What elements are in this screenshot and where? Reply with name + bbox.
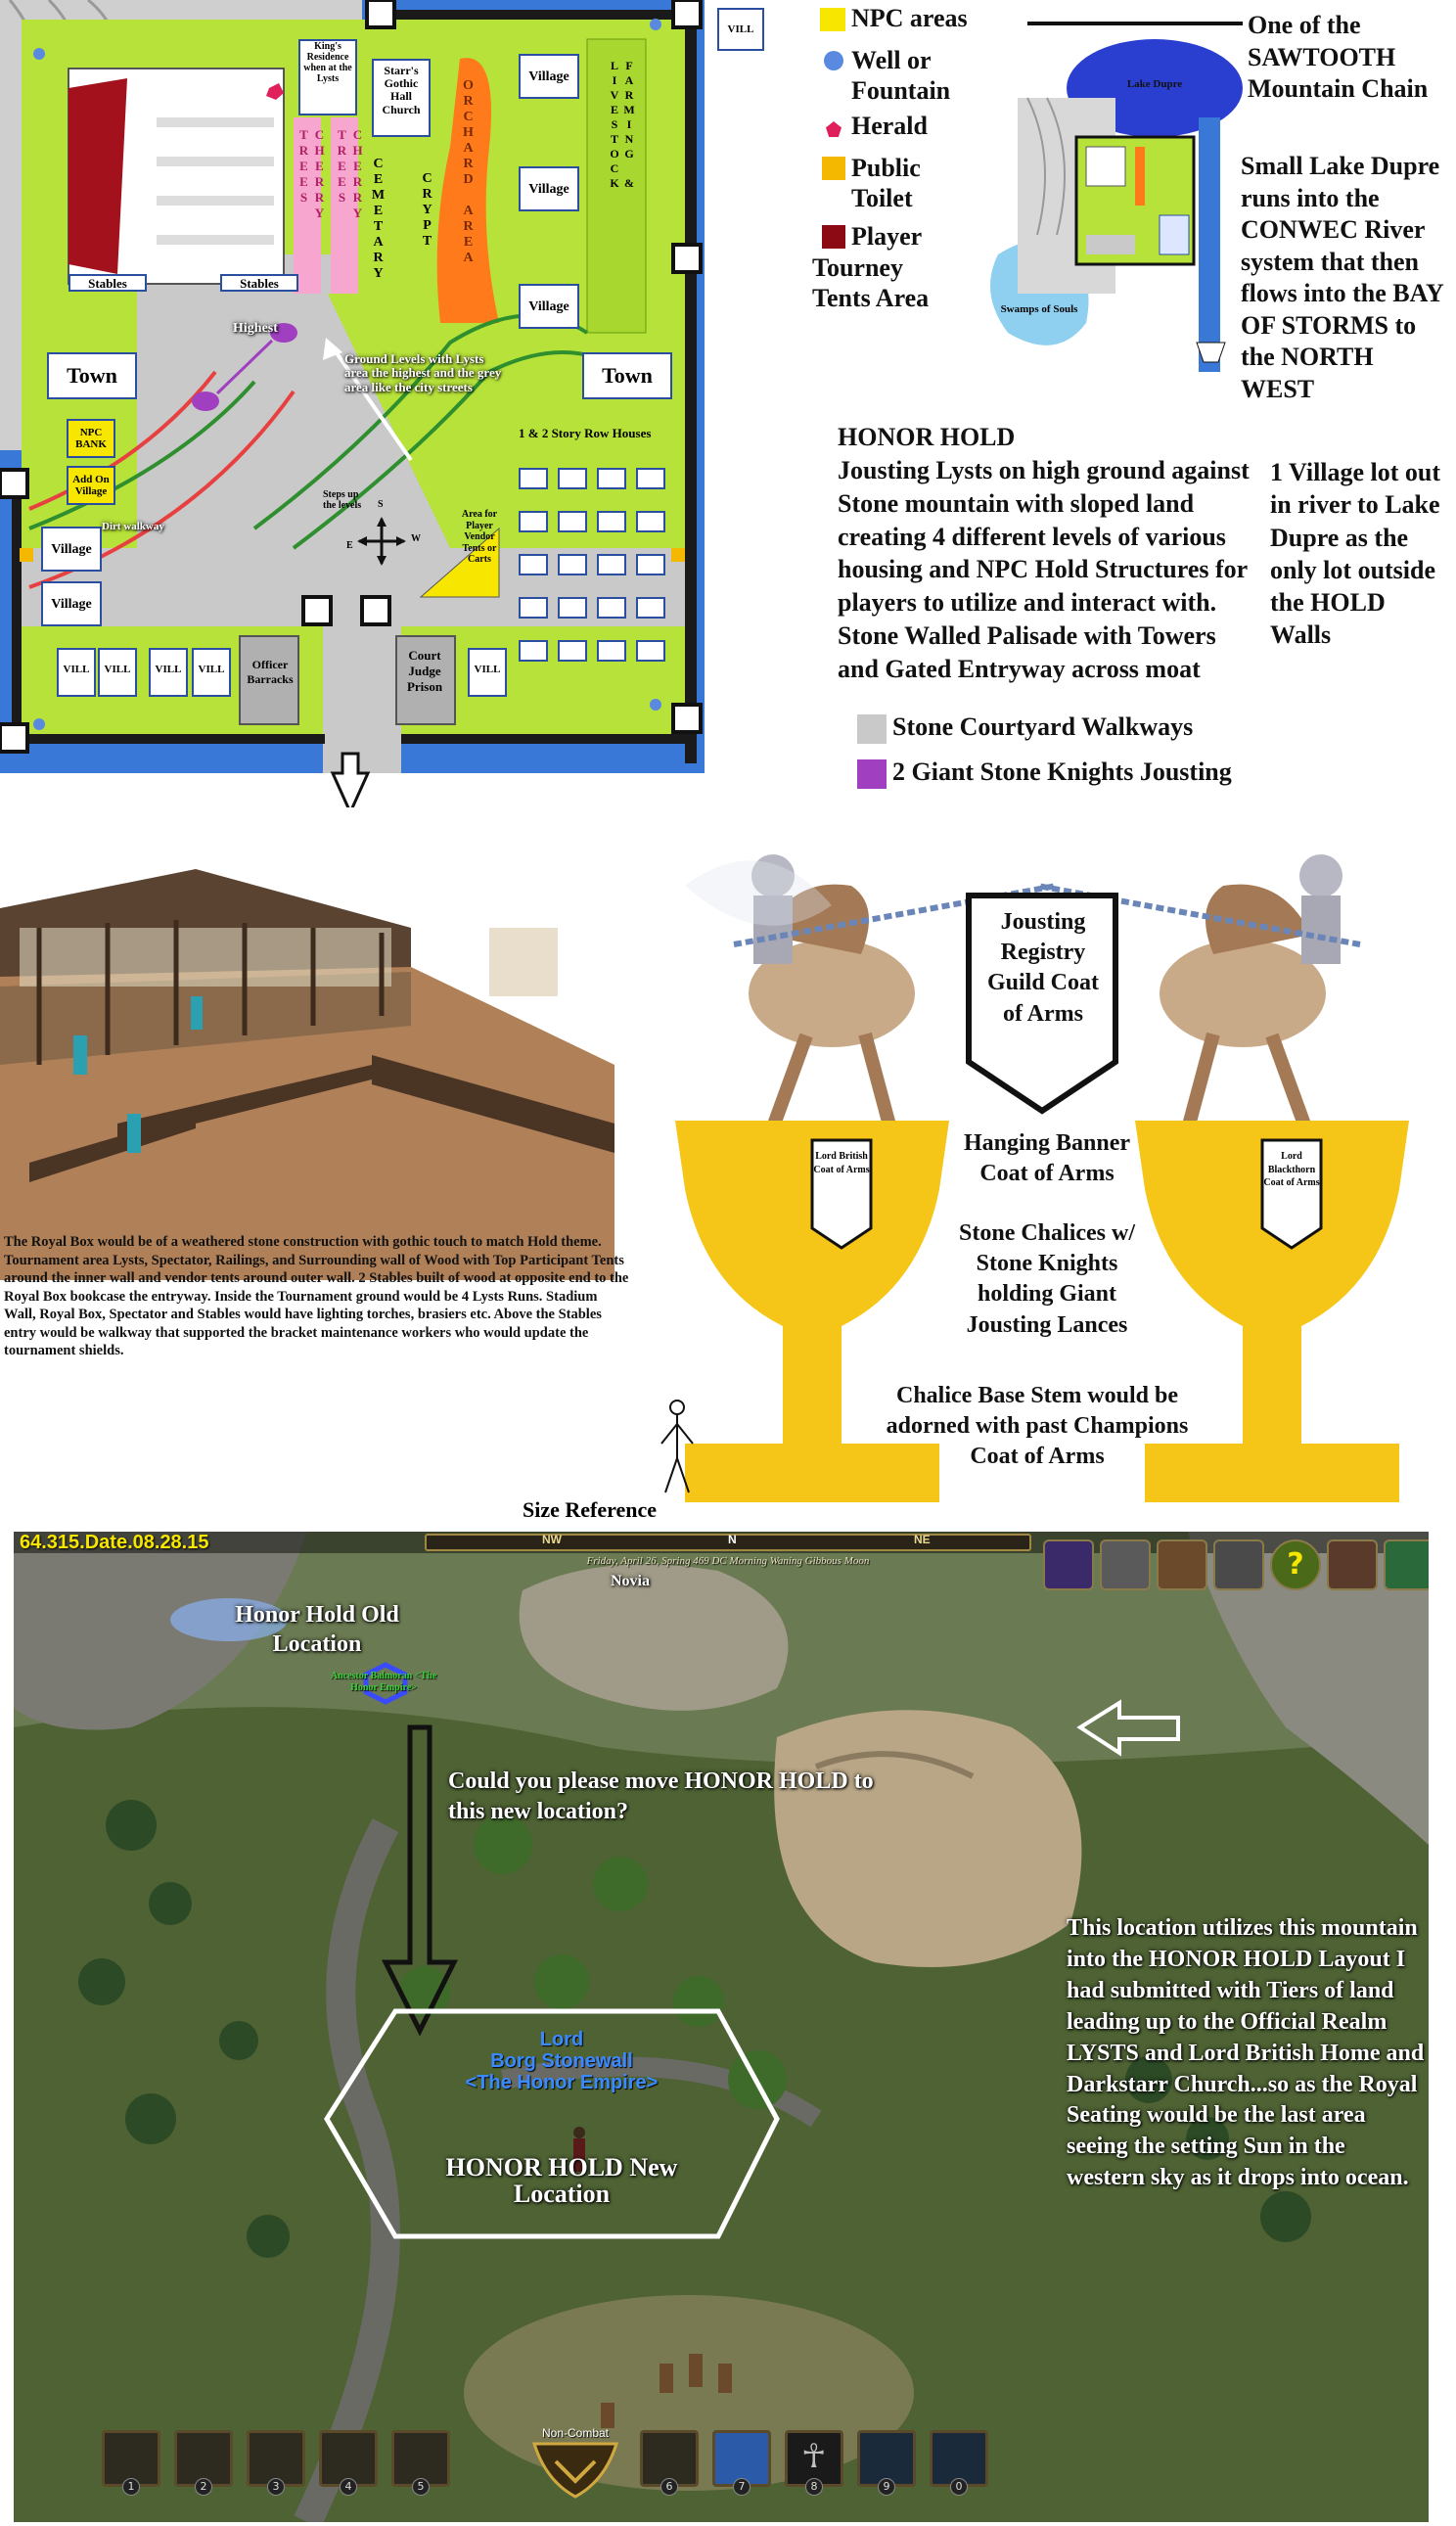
cherry-trees-label-2: CHERRY TREES [335, 127, 365, 221]
compass-s: S [378, 499, 384, 510]
hotkey-number: 7 [733, 2478, 751, 2496]
town-left: Town [47, 352, 137, 399]
row-house [519, 640, 548, 662]
vill-lot: VILL [57, 648, 96, 697]
chalice-design [646, 817, 1456, 1532]
village-lot: Village [519, 166, 579, 211]
arena-render [0, 869, 614, 1280]
arena-render-art [0, 869, 614, 1280]
combat-mode-label: Non-Combat [541, 2426, 610, 2440]
row-house [558, 554, 587, 575]
hotbar-slot-potion[interactable] [857, 2430, 916, 2493]
help-icon[interactable] [1270, 1539, 1321, 1590]
knight-left [685, 854, 915, 1130]
knights-swatch [857, 759, 887, 789]
row-houses-grid [519, 468, 665, 683]
chest-icon[interactable] [1157, 1539, 1207, 1590]
vill-outside-label: VILL [717, 8, 764, 51]
hotkey-number: 1 [122, 2478, 140, 2496]
legend-knights: 2 Giant Stone Knights Jousting [892, 758, 1232, 786]
dirt-walkway-label: Dirt walkway [102, 521, 164, 532]
village-lot: Village [519, 54, 579, 99]
combat-mode-toggle[interactable] [526, 2422, 624, 2501]
sawtooth-note: One of the SAWTOOTH Mountain Chain [1248, 11, 1429, 103]
npc-swatch [820, 8, 845, 31]
compass-e: E [346, 540, 353, 551]
court-judge-prison: Court Judge Prison [406, 648, 443, 694]
swamps-label: Swamps of Souls [1000, 303, 1078, 315]
village-lot: Village [41, 527, 102, 572]
hotbar-slot[interactable] [247, 2430, 305, 2493]
add-group-icon[interactable] [1384, 1539, 1429, 1590]
row-house [558, 597, 587, 619]
row-house [636, 468, 665, 489]
hotbar-slot[interactable] [174, 2430, 233, 2493]
cemetary-label: CEMETARY [371, 157, 386, 282]
vill-lot: VILL [468, 648, 507, 697]
row-house [597, 511, 626, 532]
row-house [597, 468, 626, 489]
compass-n: N [728, 1533, 737, 1546]
stone-chalices-text: Stone Chalices w/ Stone Knights holding Giant Jousting Lances [959, 1220, 1135, 1338]
row-house [597, 597, 626, 619]
legend-walkways: Stone Courtyard Walkways [892, 712, 1194, 741]
hotkey-number: 8 [805, 2478, 823, 2496]
compass-w: W [411, 533, 421, 544]
row-house [558, 511, 587, 532]
toilet-swatch [822, 157, 845, 180]
legend-tents: Player Tourney Tents Area [812, 222, 930, 313]
highest-label: Highest [233, 321, 278, 336]
hotkey-number: 4 [340, 2478, 357, 2496]
ankh-icon: ☥ [801, 2437, 827, 2476]
size-reference-figure [658, 1400, 697, 1497]
registry-shield-text: Jousting Registry Guild Coat of Arms [986, 909, 1100, 1027]
legend-herald: Herald [851, 112, 928, 140]
row-house [636, 554, 665, 575]
lord-british-shield: Lord British Coat of Arms [813, 1151, 870, 1175]
hotkey-number: 5 [412, 2478, 430, 2496]
hotbar-slot-sword[interactable] [640, 2430, 699, 2493]
row-house [636, 597, 665, 619]
hotbar-slot-ankh[interactable] [785, 2430, 843, 2493]
row-house [597, 640, 626, 662]
add-on-village: Add On Village [67, 466, 115, 505]
compass-icon [357, 517, 406, 566]
row-house [636, 511, 665, 532]
location-note: This location utilizes this mountain into the HONOR HOLD Layout I had submitted with Tiers of land leading up to the Official Realm LYSTS and Lord British Home and Darkstarr Church...so as the Royal Seating would be the last area seeing the setting Sun in the western sky as it drops into ocean. [1067, 1915, 1425, 2191]
old-location-label: Honor Hold Old Location [235, 1602, 399, 1657]
honor-title: HONOR HOLD [838, 423, 1016, 451]
knight-right [1160, 854, 1342, 1130]
herald-swatch [826, 121, 842, 137]
npc-bank: NPC BANK [67, 419, 115, 458]
row-house [519, 554, 548, 575]
lord-blackthorn-shield: Lord Blackthorn Coat of Arms [1263, 1151, 1320, 1188]
stables-left: Stables [68, 274, 147, 292]
vendor-area-label: Area for Player Vendor Tents or Carts [461, 509, 498, 565]
location-name: Novia [611, 1573, 650, 1589]
row-house [558, 640, 587, 662]
stained-glass-icon[interactable] [1043, 1539, 1094, 1590]
hanging-banner-text: Hanging Banner Coat of Arms [963, 1130, 1131, 1187]
row-houses-label: 1 & 2 Story Row Houses [519, 426, 652, 440]
hotbar-slot-potion[interactable] [930, 2430, 988, 2493]
lake-note: Small Lake Dupre runs into the CONWEC River system that then flows into the BAY OF STORMS to the NORTH WEST [1241, 152, 1443, 403]
legend-well: Well or Fountain [851, 46, 951, 106]
compass-nw: NW [542, 1533, 562, 1546]
new-location-label: HONOR HOLD New Location [445, 2153, 678, 2209]
vill-lot: VILL [149, 648, 188, 697]
ground-levels-note: Ground Levels with Lysts area the highest and the grey area like the city streets [344, 351, 502, 394]
hold-map [0, 0, 802, 807]
well-swatch [824, 51, 843, 70]
base-stem-text: Chalice Base Stem would be adorned with past Champions Coat of Arms [886, 1383, 1189, 1470]
row-house [519, 468, 548, 489]
hotkey-number: 0 [950, 2478, 968, 2496]
town-right: Town [582, 352, 672, 399]
walkway-swatch [857, 714, 887, 744]
hotkey-number: 9 [878, 2478, 895, 2496]
quill-icon[interactable] [1327, 1539, 1378, 1590]
crossed-swords-icon[interactable] [1100, 1539, 1151, 1590]
row-house [519, 597, 548, 619]
row-house [519, 511, 548, 532]
vill-lot: VILL [98, 648, 137, 697]
honor-description: Jousting Lysts on high ground against Stone mountain with sloped land creating 4 different levels of various housing and NPC Hold Structures for players to utilize and interact with. Stone Walled Palisade with Towers and Gated Entryway across moat [838, 456, 1250, 683]
legend-toilet: Public Toilet [851, 154, 921, 213]
date-line: Friday, April 26, Spring 469 DC Morning Waning Gibbous Moon [586, 1555, 870, 1567]
hotkey-number: 3 [267, 2478, 285, 2496]
village-lot: Village [519, 284, 579, 329]
hotkey-number: 2 [195, 2478, 212, 2496]
village-note: 1 Village lot out in river to Lake Dupre as the only lot outside the HOLD Walls [1270, 458, 1441, 650]
row-house [636, 640, 665, 662]
officer-barracks: Officer Barracks [247, 658, 294, 686]
steps-label: Steps up the levels [323, 489, 362, 511]
row-house [558, 468, 587, 489]
hotkey-number: 6 [660, 2478, 678, 2496]
kings-residence: King's Residence when at the Lysts [298, 39, 357, 115]
crypt-label: CRYPT [420, 171, 434, 250]
vill-lot: VILL [192, 648, 231, 697]
legend-npc: NPC areas [851, 4, 968, 32]
stables-right: Stables [220, 274, 298, 292]
compass-ne: NE [914, 1533, 931, 1546]
hotbar [14, 2422, 1429, 2522]
question-mark-glyph: ? [1287, 1547, 1304, 1582]
hotbar-slot-flame[interactable] [712, 2430, 771, 2493]
cherry-trees-label-1: CHERRY TREES [296, 127, 327, 221]
size-reference-label: Size Reference [523, 1497, 658, 1522]
version-label: 64.315.Date.08.28.15 [20, 1532, 209, 1553]
sawtooth-line [1027, 22, 1243, 25]
player-guild: <The Honor Empire> [465, 2072, 659, 2093]
village-lot: Village [41, 581, 102, 626]
farming-label: FARMING & LIVESTOCK [608, 59, 636, 191]
hotbar-slot[interactable] [319, 2430, 378, 2493]
arena-description: The Royal Box would be of a weathered stone construction with gothic touch to match Hold theme. Tournament area Lysts, Spectator, Railings, and Surrounding wall of Wood with Top Participant Tents around the inner wall and vendor tents around outer wall. 2 Stables built of wood at opposite end to the Royal Box bookcase the entryway. Inside the Tournament ground would be 4 Lysts Runs. Stadium Wall, Royal Box, Spectator and Stables would have lighting torches, brasiers etc. Above the Stables entry would be walkway that supported the bracket maintenance workers who would update the tournament shields. [4, 1234, 629, 1359]
orchard-label: ORCHARD AREA [461, 78, 476, 266]
player-name: Borg Stonewall [490, 2050, 633, 2072]
overview-map-art [978, 39, 1243, 372]
game-screenshot [14, 1532, 1429, 2522]
row-house [597, 554, 626, 575]
hotbar-slot[interactable] [102, 2430, 160, 2493]
hotbar-slot[interactable] [391, 2430, 450, 2493]
gears-icon[interactable] [1213, 1539, 1264, 1590]
lake-label: Lake Dupre [1126, 78, 1183, 90]
ancestor-nameplate: Ancestor Balmoran <The Honor Empire> [330, 1671, 437, 1693]
move-request: Could you please move HONOR HOLD to this new location? [448, 1768, 874, 1825]
starrs-church: Starr's Gothic Hall Church [372, 59, 431, 137]
player-title: Lord [539, 2029, 584, 2050]
overview-map [978, 39, 1243, 372]
